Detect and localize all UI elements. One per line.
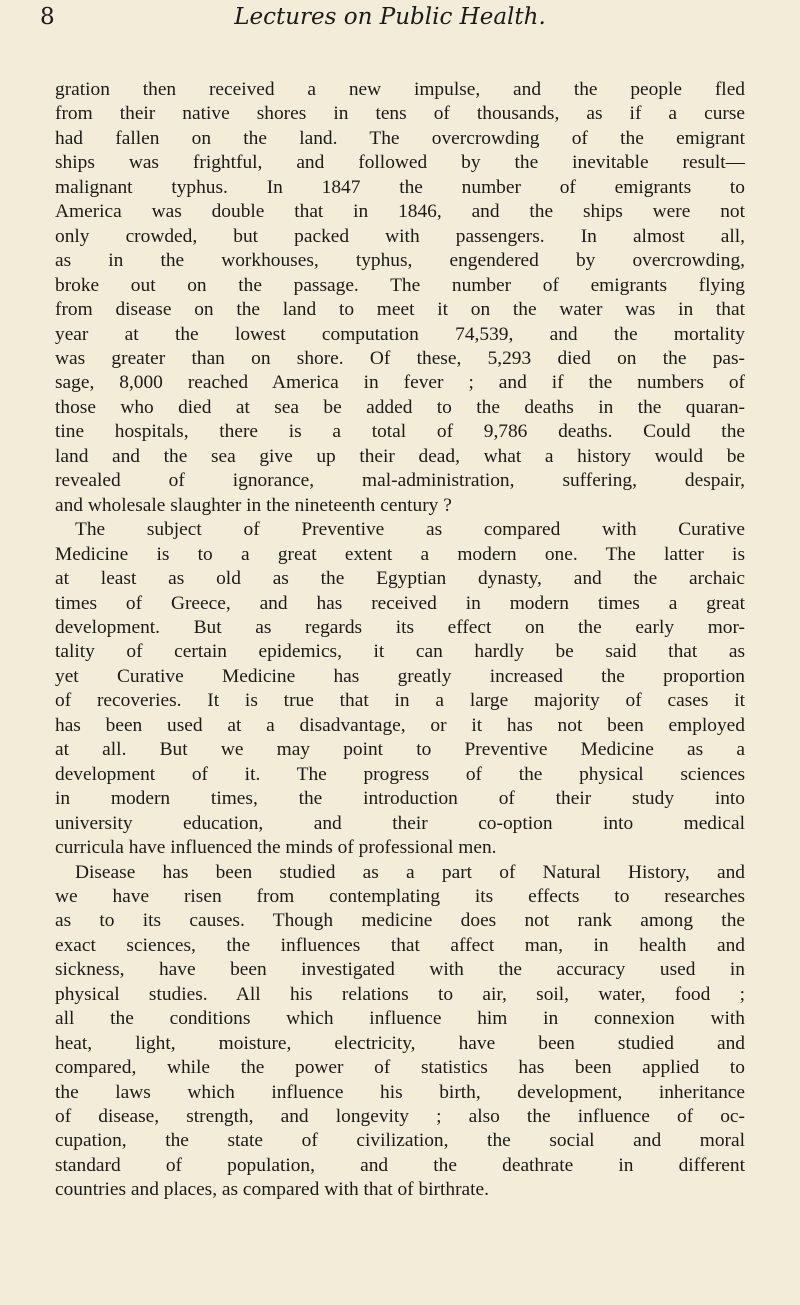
text-line: all the conditions which influence him in connexion with xyxy=(55,1008,745,1030)
text-line: ships was frightful, and followed by the inevitable result— xyxy=(55,152,745,174)
text-line: gration then received a new impulse, and the people fled xyxy=(55,79,745,100)
text-line: from their native shores in tens of thousands, as if a curse xyxy=(55,103,745,125)
text-line: university education, and their co-option into medical xyxy=(55,812,745,834)
text-line: physical studies. All his relations to air, soil, water, food ; xyxy=(55,983,745,1005)
text-line: development. But as regards its effect on the early mor- xyxy=(55,616,745,638)
text-line: has been used at a disadvantage, or it has not been employed xyxy=(55,714,745,736)
text-line: tality of certain epidemics, it can hardly be said that as xyxy=(55,641,745,663)
text-line: sickness, have been investigated with the accuracy used in xyxy=(55,959,745,981)
text-line: at all. But we may point to Preventive Medicine as a xyxy=(55,739,745,761)
text-line: compared, while the power of statistics has been applied to xyxy=(55,1057,745,1079)
text-line: sage, 8,000 reached America in fever ; and if the numbers of xyxy=(55,372,745,394)
page-number: 8 xyxy=(40,4,55,30)
text-line: cupation, the state of civilization, the social and moral xyxy=(55,1130,745,1152)
text-line: revealed of ignorance, mal-administration, suffering, despair, xyxy=(55,470,745,492)
text-line: and wholesale slaughter in the nineteenth century ? xyxy=(55,494,452,516)
text-line: yet Curative Medicine has greatly increased the proportion xyxy=(55,665,745,687)
text-line: land and the sea give up their dead, what a history would be xyxy=(55,445,745,467)
text-line: standard of population, and the deathrate in different xyxy=(55,1154,745,1176)
text-line: was greater than on shore. Of these, 5,293 died on the pas- xyxy=(55,347,745,369)
text-line: broke out on the passage. The number of emigrants flying xyxy=(55,274,745,296)
text-line: countries and places, as compared with that of birthrate. xyxy=(55,1179,489,1201)
text-line: development of it. The progress of the physical sciences xyxy=(55,763,745,785)
text-line: year at the lowest computation 74,539, and the mortality xyxy=(55,323,745,345)
text-line: had fallen on the land. The overcrowding of the emigrant xyxy=(55,127,745,149)
text-line: those who died at sea be added to the deaths in the quaran- xyxy=(55,396,745,418)
text-line: Medicine is to a great extent a modern one. The latter is xyxy=(55,543,745,565)
text-line: from disease on the land to meet it on the water was in that xyxy=(55,299,745,321)
page-header xyxy=(40,4,740,34)
text-line: curricula have influenced the minds of professional men. xyxy=(55,837,497,859)
text-line: The subject of Preventive as compared with Curative xyxy=(75,519,745,541)
text-line: of recoveries. It is true that in a large majority of cases it xyxy=(55,690,745,712)
text-line: we have risen from contemplating its effects to researches xyxy=(55,885,745,907)
text-line: in modern times, the introduction of their study into xyxy=(55,788,745,810)
text-line: heat, light, moisture, electricity, have been studied and xyxy=(55,1032,745,1054)
running-title: Lectures on Public Health. xyxy=(234,4,546,30)
text-line: as to its causes. Though medicine does not rank among the xyxy=(55,910,745,932)
text-line: tine hospitals, there is a total of 9,786 deaths. Could the xyxy=(55,421,745,443)
text-line: times of Greece, and has received in modern times a great xyxy=(55,592,745,614)
text-line: at least as old as the Egyptian dynasty, and the archaic xyxy=(55,568,745,590)
text-line: of disease, strength, and longevity ; also the influence of oc- xyxy=(55,1106,745,1128)
text-line: exact sciences, the influences that affect man, in health and xyxy=(55,934,745,956)
text-line: as in the workhouses, typhus, engendered by overcrowding, xyxy=(55,250,745,272)
text-line: America was double that in 1846, and the ships were not xyxy=(55,201,745,223)
text-line: the laws which influence his birth, development, inheritance xyxy=(55,1081,745,1103)
text-line: only crowded, but packed with passengers. In almost all, xyxy=(55,225,745,247)
body-text xyxy=(55,78,745,1203)
text-line: Disease has been studied as a part of Natural History, and xyxy=(75,861,745,883)
text-line: malignant typhus. In 1847 the number of emigrants to xyxy=(55,176,745,198)
